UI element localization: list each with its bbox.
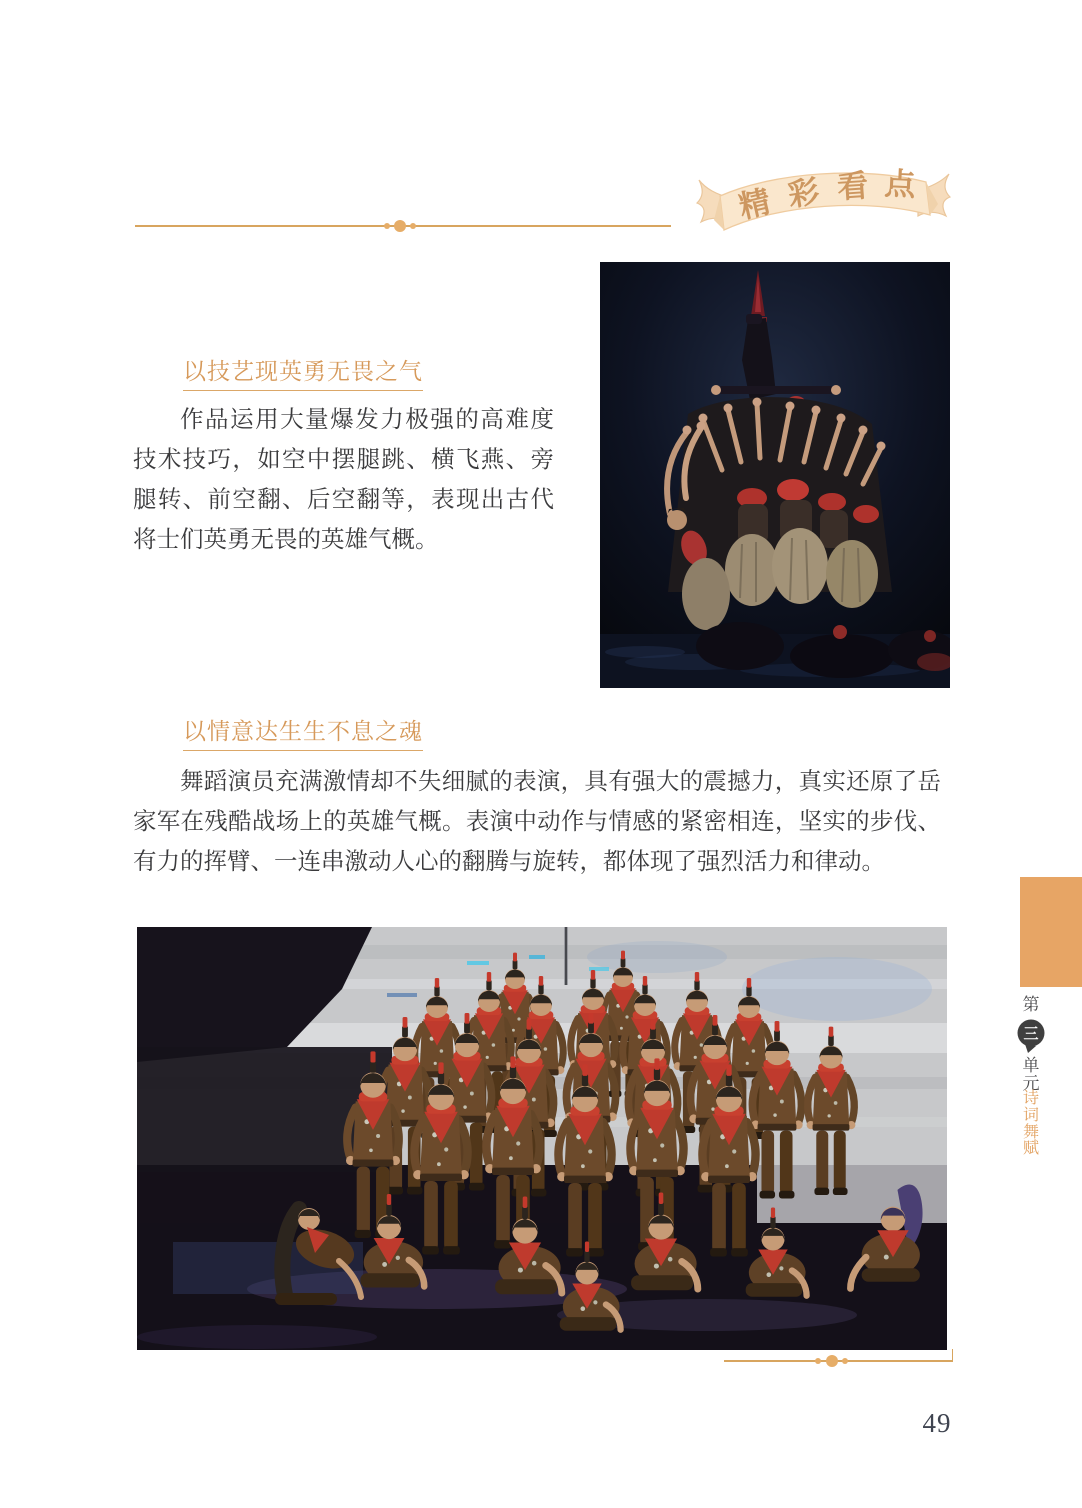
sidebar-series-title <box>1014 1091 1048 1158</box>
bottom-divider-dot-right <box>842 1358 848 1364</box>
unit-number-text: 三 <box>1023 1026 1039 1042</box>
top-divider-dot-right <box>410 223 416 229</box>
stage-photo-pyramid-lift <box>600 262 950 688</box>
bottom-divider-line <box>724 1360 953 1362</box>
page-number: 49 <box>922 1408 952 1438</box>
highlights-ribbon-banner <box>696 158 952 246</box>
ribbon-char-4: 点 <box>883 166 917 203</box>
section-heading-2: 以情意达生生不息之魂 <box>183 719 423 751</box>
sidebar-unit-label <box>1014 996 1048 1094</box>
unit-number-badge <box>1016 1018 1046 1054</box>
series-char-4: 赋 <box>1022 1140 1039 1158</box>
ribbon-char-2: 彩 <box>785 173 822 213</box>
ribbon-char-1: 精 <box>735 183 774 225</box>
series-char-1: 诗 <box>1022 1090 1039 1107</box>
stage-photo-group-formation <box>137 927 947 1350</box>
unit-char-3: 单 <box>1022 1055 1040 1075</box>
stage-photo-1-illustration <box>600 262 950 688</box>
section-heading-1: 以技艺现英勇无畏之气 <box>183 359 423 391</box>
sidebar-orange-block <box>1020 877 1082 987</box>
top-divider-dot-center <box>394 220 406 232</box>
unit-char-1: 第 <box>1022 995 1040 1014</box>
series-char-2: 词 <box>1022 1106 1039 1124</box>
bottom-divider-dot-left <box>815 1358 821 1364</box>
section-paragraph-1: 作品运用大量爆发力极强的高难度技术技巧，如空中摆腿跳、横飞燕、旁腿转、前空翻、后空翻等，表现出古代将士们英勇无畏的英雄气概。 <box>133 407 554 553</box>
unit-char-4: 元 <box>1022 1074 1040 1093</box>
series-char-3: 舞 <box>1022 1123 1039 1141</box>
top-divider-dot-left <box>384 223 390 229</box>
ribbon-char-3: 看 <box>836 167 870 205</box>
bottom-divider-dot-center <box>826 1355 838 1367</box>
section-paragraph-2: 舞蹈演员充满激情却不失细腻的表演，具有强大的震撼力，真实还原了岳家军在残酷战场上的英雄气概。表演中动作与情感的紧密相连，坚实的步伐、有力的挥臂、一连串激动人心的翻腾与旋转，都体现了强烈活力和律动。 <box>133 769 941 875</box>
stage-photo-2-illustration <box>137 927 947 1350</box>
bottom-divider-stub <box>952 1349 954 1361</box>
